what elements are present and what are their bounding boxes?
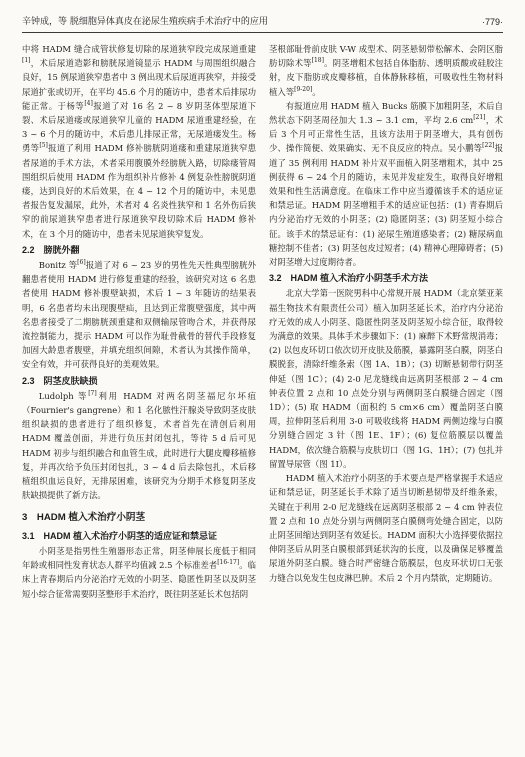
subsection-heading: 2.2 膀胱外翻: [22, 244, 80, 255]
body-paragraph: 茎根部耻骨前皮肤 V-W 成型术、阴茎悬韧带松解术、会阴区脂肪切除术等[18]。阴茎增粗术包括自体脂肪、透明质酸或硅胶注射，皮下脂肪或皮瓣移植，自体静脉移植，可吸收性生物材料植入等[9-20]。: [269, 44, 503, 97]
section-heading: 3 HADM 植入术治疗小阴茎: [22, 511, 146, 523]
citation-ref: [1]: [22, 57, 31, 65]
citation-ref: [4]: [84, 100, 93, 108]
body-paragraph: 中将 HADM 缝合成管状修复切除的尿道狭窄段完成尿道重建[1]，术后尿道造影和膀胱尿道镜显示 HADM 与周围组织融合良好，15 例尿道狭窄患者中 3 例出现术后尿道再狭窄，并接受尿道扩张或切开，在平均 45.6 个月的随访中，患者术后排尿功能正常。于杨等[4]报道了对 16 名 2 ~ 8 岁阴茎体型尿道下裂、术后尿道瘘或尿道狭窄儿童的 HADM 尿道重建经验，在 3 ~ 6 个月的随访中，术后患儿排尿正常，无尿道瘘发生。杨勇等[5]报道了利用 HADM 修补膀胱阴道瘘和重建尿道狭窄患者尿道的手术方法，术者采用腹膜外经膀胱入路，切除瘘管周围组织后使用 HADM 作为组织补片修补 4 例复杂性膀胱阴道瘘，达到良好的术后效果，在 4 ~ 12 个月的随访中，未见患者报告复发漏尿，此外，术者对 4 名炎性狭窄和 1 名外伤后狭窄的前尿道狭窄患者进行尿道狭窄段切除术后 HADM 修补术，在 3 个月的随访中，患者未见尿道狭窄复发。: [22, 44, 256, 239]
citation-ref: [9-20]: [294, 85, 313, 93]
right-column: [269, 42, 503, 747]
body-paragraph: Ludolph 等[7]利用 HADM 对两名阴茎福尼尔坏疽（Fournier's gangrene）和 1 名化脓性汗腺炎导致阴茎皮肤组织缺损的患者进行了组织修复，术者首先在清创后利用 HADM 覆盖创面，并进行负压封闭包扎，等待 5 d 后可见 HADM 初步与组织融合和血管生成，此时进行大腿皮瓣移植修复，并再次给予负压封闭包扎，3 ~ 4 d 后去除包扎，术后移植组织血运良好，无排尿困难，该研究为分期手术修复阴茎皮肤缺损提供了新方法。: [22, 390, 256, 501]
body-paragraph: 北京大学第一医院男科中心常规开展 HADM（北京桀亚莱福生物技术有限责任公司）植入加阴茎延长术，治疗内分泌治疗无效的成人小阴茎、隐匿性阴茎及阴茎短小综合征，取得较为满意的效果。具体手术步骤如下：(1) 麻醉下术野常规消毒；(2) 以包皮环切口依次切开皮肤及筋膜，暴露阴茎白膜，阴茎白膜脱套，清除纤维条索（图 1A、1B）；(3) 切断悬韧带行阴茎伸延（图 1C）；(4) 2-0 尼龙缝线由远离阴茎根部 2 ~ 4 cm 钟表位置 2 点和 10 点处分别与两侧阴茎白膜缝合固定（图 1D）；(5) 取 HADM（面积约 5 cm×6 cm）覆盖阴茎白膜周，拉伸阴茎后利用 3-0 可吸收线将 HADM 两侧边缘与白膜分别缝合固定 3 针（图 1E、1F）；(6) 复位筋膜层以覆盖 HADM，依次缝合筋膜与皮肤切口（图 1G、1H）；(7) 包扎并留置导尿管（图 1I）。: [269, 288, 503, 469]
citation-ref: [18]: [311, 57, 324, 65]
subsection-heading: 3.2 HADM 植入术治疗小阴茎手术方法: [269, 273, 429, 284]
citation-ref: [7]: [88, 390, 97, 398]
running-header: [22, 12, 503, 33]
two-column-body: [22, 42, 503, 747]
body-paragraph: HADM 植入术治疗小阴茎的手术要点是严格掌握手术适应证和禁忌证，阴茎延长手术除了适当切断悬韧带及纤维条索，关键在于利用 2-0 尼龙缝线在远离阴茎根部 2 ~ 4 cm 钟表位置 2 点和 10 点处分别与两侧阴茎白膜侧弯处缝合固定，以防止阴茎回缩达到阴茎有效延长。HADM 面积大小选择要依据拉伸阴茎后从阴茎白膜根部到延状沟的长度，以及确保足够覆盖尿道外阴茎白膜。缝合时严密缝合筋膜层，包皮环状切口无张力缝合以免发生包皮淋巴肿。术后 2 个月内禁欲，定期随访。: [269, 473, 503, 583]
citation-ref: [22]: [482, 142, 495, 150]
left-column: [22, 42, 256, 747]
citation-ref: [5]: [39, 142, 48, 150]
header-authors: 辛钟成，等: [22, 17, 68, 27]
citation-ref: [6]: [77, 259, 86, 267]
body-paragraph: 小阴茎是指男性生殖器形态正常，阴茎伸展长度低于相同年龄或相同性发育状态人群平均值减 2.5 个标准差者[16-17]。临床上青春期后内分泌治疗无效的小阴茎、隐匿性阴茎以及阴茎短小综合征常需要阴茎整形手术治疗，既往阴茎延长术包括阴: [22, 545, 256, 599]
page-number: ·779·: [481, 17, 503, 27]
citation-ref: [16-17]: [217, 559, 240, 567]
subsection-heading: 2.3 阴茎皮肤缺损: [22, 375, 98, 386]
body-paragraph: 有报道应用 HADM 植入 Bucks 筋膜下加粗阴茎，术后自然状态下阴茎周径加大 1.3 ~ 3.1 cm，平均 2.6 cm[21]，术后 3 个月可正常性生活，且该方法用于阴茎增大，具有创伤少、操作简便、效果确实、无不良反应的特点。吴小鹏等[22]报道了 35 例利用 HADM 补片双平面植入阴茎增粗术，其中 25 例获得 6 ~ 24 个月的随访，未见并发症发生，取得良好增粗效果和性生活满意度。在临床工作中应当遵循该手术的适应证和禁忌证。HADM 阴茎增粗手术的适应证包括：(1) 青春期后内分泌治疗无效的小阴茎；(2) 隐匿阴茎；(3) 阴茎短小综合征。该手术的禁忌证有：(1) 泌尿生殖道感染者；(2) 糖尿病血糖控制不佳者；(3) 阴茎包皮过短者；(4) 精神心理障碍者；(5) 对阴茎增大过度期待者。: [269, 100, 503, 268]
citation-ref: [21]: [473, 114, 486, 122]
header-article-title: 脱细胞异体真皮在泌尿生殖疾病手术治疗中的应用: [69, 17, 268, 27]
body-paragraph: Bonitz 等[6]报道了对 6 ~ 23 岁的男性先天性典型膀胱外翻患者使用 HADM 进行修复重建的经验，该研究对这 6 名患者使用 HADM 修补腹壁缺损，术后 1 ~ 3 年随访的结果表明，6 名患者均未出现腹壁疝，且达到正常腹壁强度，其中两名患者接受了二期膀胱颈重建和双侧输尿管吻合术，并获得尿流控制能力，提示 HADM 可以作为耻骨截骨的替代手段修复加固大龄患者腹壁，并填充组织间隙，术者认为其操作简单，安全有效，并可获得良好的美观效果。: [22, 259, 256, 370]
subsection-heading: 3.1 HADM 植入术治疗小阴茎的适应证和禁忌证: [22, 530, 218, 541]
